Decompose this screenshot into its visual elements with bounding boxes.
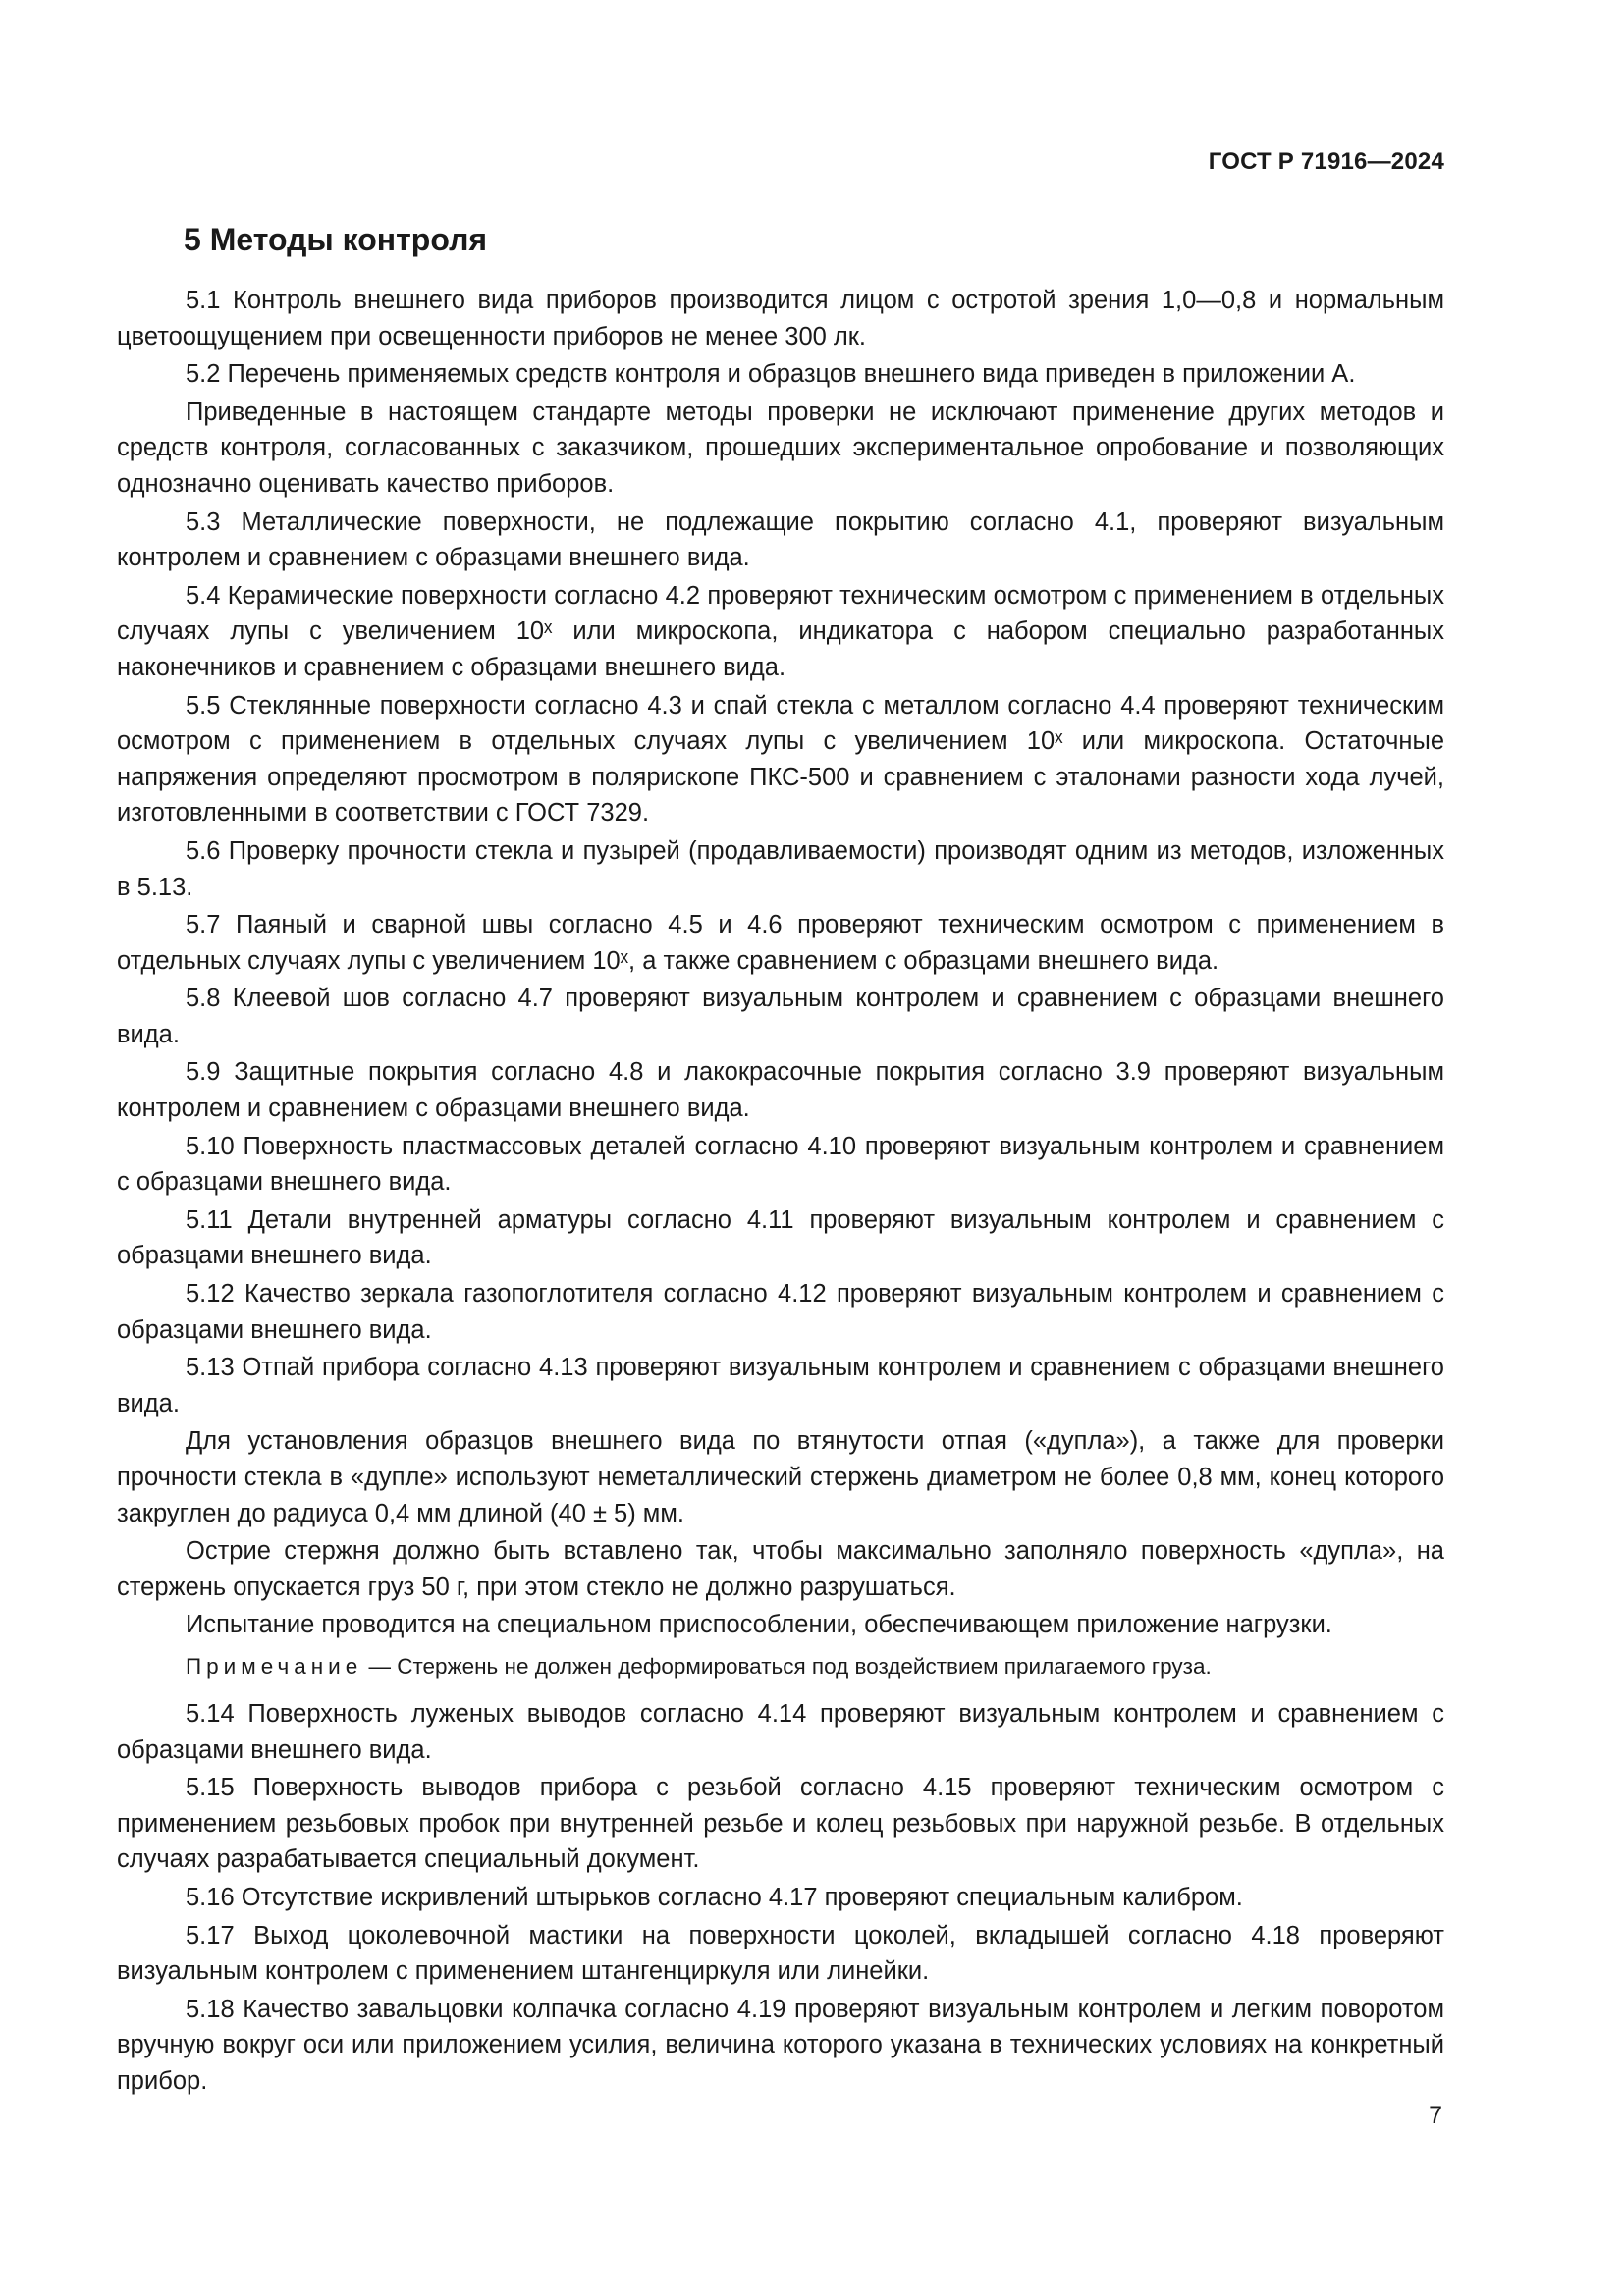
paragraph-5-2: 5.2 Перечень применяемых средств контроля и образцов внешнего вида приведен в приложении А. <box>186 360 1356 389</box>
note <box>117 1649 1444 1684</box>
paragraph-5-17: 5.17 Выход цоколевочной мастики на поверхности цоколей, вкладышей согласно 4.18 проверяют визуальным контролем с применением штангенциркуля или линейки. <box>117 1921 1444 1986</box>
paragraph-5-11: 5.11 Детали внутренней арматуры согласно 4.11 проверяют визуальным контролем и сравнением с образцами внешнего вида. <box>117 1205 1444 1270</box>
paragraph-5-3: 5.3 Металлические поверхности, не подлежащие покрытию согласно 4.1, проверяют визуальным контролем и сравнением с образцами внешнего вида. <box>117 507 1444 572</box>
note-label: Примечание <box>186 1653 363 1679</box>
paragraph-5-12: 5.12 Качество зеркала газопоглотителя согласно 4.12 проверяют визуальным контролем и сравнением с образцами внешнего вида. <box>117 1280 1444 1344</box>
paragraph-5-9: 5.9 Защитные покрытия согласно 4.8 и лакокрасочные покрытия согласно 3.9 проверяют визуальным контролем и сравнением с образцами внешнего вида. <box>117 1058 1444 1123</box>
paragraph-5-13: 5.13 Отпай прибора согласно 4.13 проверяют визуальным контролем и сравнением с образцами внешнего вида. <box>117 1354 1444 1417</box>
paragraph-5-1: 5.1 Контроль внешнего вида приборов производится лицом с остротой зрения 1,0—0,8 и нормальным цветоощущением при освещенности приборов не менее 300 лк. <box>117 287 1444 350</box>
paragraph-5-15: 5.15 Поверхность выводов прибора с резьбой согласно 4.15 проверяют техническим осмотром с применением резьбовых пробок при внутренней резьбе и колец резьбовых при наружной резьбе. В отдельных случаях разрабатывается специальный документ. <box>117 1774 1444 1874</box>
paragraph-5-5: 5.5 Стеклянные поверхности согласно 4.3 и спай стекла с металлом согласно 4.4 проверяют техническим осмотром с применением в отдельных случаях лупы с увеличением 10ˣ или микроскопа. Остаточные напряжения определяют просмотром в полярископе ПКС-500 и сравнением с эталонами разности хода лучей, изготовленными в соответствии с ГОСТ 7329. <box>117 691 1444 828</box>
paragraph-5-8: 5.8 Клеевой шов согласно 4.7 проверяют визуальным контролем и сравнением с образцами внешнего вида. <box>117 985 1444 1048</box>
page-number: 7 <box>1429 2102 1442 2129</box>
paragraph-5-13-tip: Острие стержня должно быть вставлено так, чтобы максимально заполняло поверхность «дупла», на стержень опускается груз 50 г, при этом стекло не должно разрушаться. <box>117 1537 1444 1601</box>
page-content <box>117 220 1444 2102</box>
paragraph-5-18: 5.18 Качество завальцовки колпачка согласно 4.19 проверяют визуальным контролем и легким поворотом вручную вокруг оси или приложением усилия, величина которого указана в технических условиях на конкретный прибор. <box>117 1995 1444 2095</box>
section-title: 5 Методы контроля <box>184 222 488 257</box>
paragraph-5-16: 5.16 Отсутствие искривлений штырьков согласно 4.17 проверяют специальным калибром. <box>186 1883 1243 1911</box>
note-text: — Стержень не должен деформироваться под воздействием прилагаемого груза. <box>362 1653 1212 1679</box>
paragraph-5-6: 5.6 Проверку прочности стекла и пузырей (продавливаемости) производят одним из методов, изложенных в 5.13. <box>117 836 1444 901</box>
paragraph-5-10: 5.10 Поверхность пластмассовых деталей согласно 4.10 проверяют визуальным контролем и сравнением с образцами внешнего вида. <box>117 1132 1444 1197</box>
paragraph-5-13-rod: Для установления образцов внешнего вида по втянутости отпая («дупла»), а также для проверки прочности стекла в «дупле» используют неметаллический стержень диаметром не более 0,8 мм, конец которого закруглен до радиуса 0,4 мм длиной (40 ± 5) мм. <box>117 1427 1444 1527</box>
paragraph-5-2-continued: Приведенные в настоящем стандарте методы проверки не исключают применение других методов и средств контроля, согласованных с заказчиком, прошедших экспериментальное опробование и позволяющих однозначно оценивать качество приборов. <box>117 398 1444 498</box>
document-header: ГОСТ Р 71916—2024 <box>1208 148 1444 175</box>
paragraph-5-4: 5.4 Керамические поверхности согласно 4.2 проверяют техническим осмотром с применением в отдельных случаях лупы с увеличением 10ˣ или микроскопа, индикатора с набором специально разработанных наконечников и сравнением с образцами внешнего вида. <box>117 581 1444 681</box>
paragraph-5-7: 5.7 Паяный и сварной швы согласно 4.5 и 4.6 проверяют техническим осмотром с применением в отдельных случаях лупы с увеличением 10ˣ, а также сравнением с образцами внешнего вида. <box>117 911 1444 975</box>
paragraph-5-14: 5.14 Поверхность луженых выводов согласно 4.14 проверяют визуальным контролем и сравнением с образцами внешнего вида. <box>117 1699 1444 1764</box>
paragraph-5-13-test: Испытание проводится на специальном приспособлении, обеспечивающем приложение нагрузки. <box>186 1611 1332 1639</box>
